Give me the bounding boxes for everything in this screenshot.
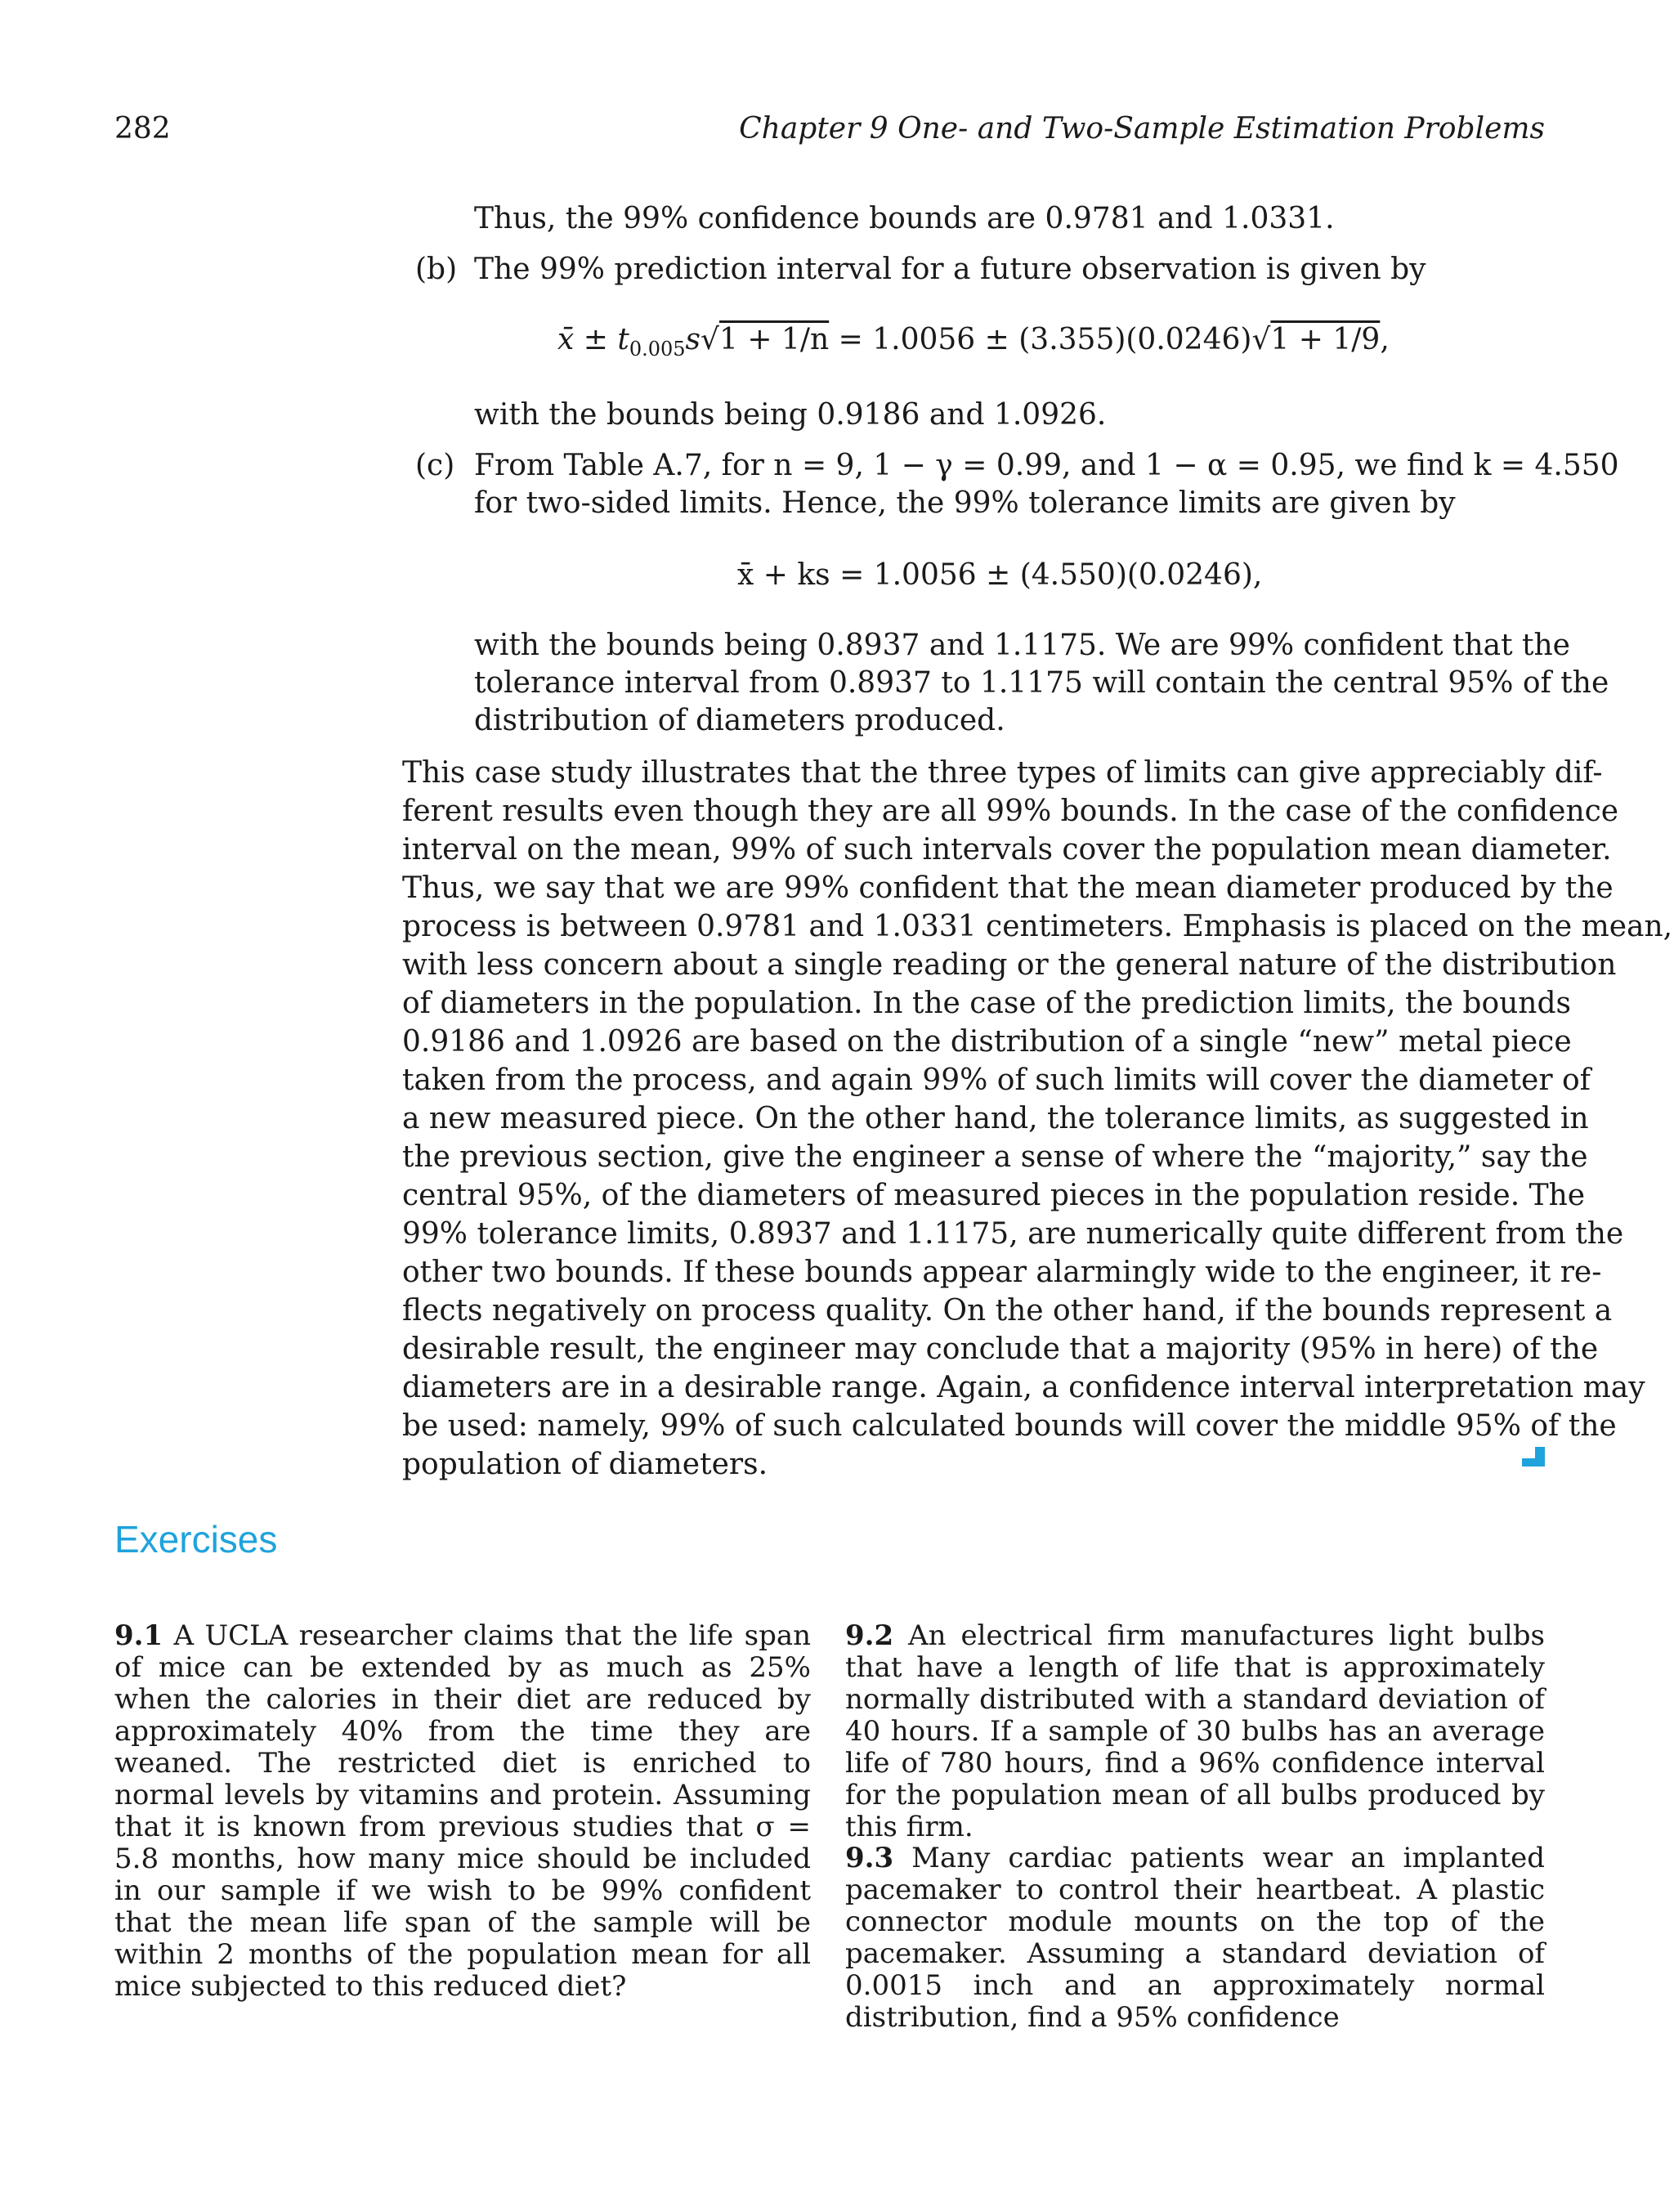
part-b-text: The 99% prediction interval for a future observation is given by	[474, 253, 1426, 286]
paragraph-line: central 95%, of the diameters of measured pieces in the population reside. The	[402, 1179, 1586, 1212]
tolerance-limits-formula: x̄ + ks = 1.0056 ± (4.550)(0.0246),	[737, 558, 1263, 592]
part-c-after-1: with the bounds being 0.8937 and 1.1175. We are 99% confident that the	[474, 629, 1570, 662]
confidence-bounds-conclusion: Thus, the 99% confidence bounds are 0.9781 and 1.0331.	[474, 202, 1335, 235]
part-c-after-2: tolerance interval from 0.8937 to 1.1175 will contain the central 95% of the	[474, 666, 1609, 700]
exercises-heading: Exercises	[114, 1518, 278, 1560]
exercise-9-2	[845, 1620, 1545, 1843]
paragraph-line: process is between 0.9781 and 1.0331 centimeters. Emphasis is placed on the mean,	[402, 910, 1673, 943]
prediction-bounds: with the bounds being 0.9186 and 1.0926.	[474, 398, 1107, 432]
paragraph-line: 0.9186 and 1.0926 are based on the distribution of a single “new” metal piece	[402, 1025, 1572, 1059]
paragraph-line: desirable result, the engineer may conclude that a majority (95% in here) of the	[402, 1332, 1599, 1366]
paragraph-line: flects negatively on process quality. On the other hand, if the bounds represent a	[402, 1294, 1613, 1328]
paragraph-line: ferent results even though they are all 99% bounds. In the case of the confidence	[402, 795, 1619, 828]
exercise-9-1	[114, 1620, 811, 2003]
part-c-line-2: for two-sided limits. Hence, the 99% tolerance limits are given by	[474, 486, 1456, 520]
page-number: 282	[114, 112, 171, 146]
part-b-label: (b)	[415, 253, 458, 286]
exercise-9-3	[845, 1843, 1545, 2034]
paragraph-line: taken from the process, and again 99% of such limits will cover the diameter of	[402, 1063, 1591, 1097]
part-c-after-3: distribution of diameters produced.	[474, 704, 1005, 737]
exercise-text: An electrical firm manufactures light bulbs that have a length of life that is approximately normally distributed with a standard deviation of 40 hours. If a sample of 30 bulbs has an average life of 780 hours, find a 96% confidence interval for the population mean of all bulbs produced by this firm.	[845, 1619, 1546, 1843]
exercise-number: 9.3	[845, 1842, 894, 1874]
exercise-text: A UCLA researcher claims that the life span of mice can be extended by as much as 25% when the calories in their diet are reduced by approximately 40% from the time they are weaned. The restricted diet is enriched to normal levels by vitamins and protein. Assuming that it is known from previous studies that σ = 5.8 months, how many mice should be included in our sample if we wish to be 99% confident that the mean life span of the sample will be within 2 months of the population mean for all mice subjected to this reduced diet?	[114, 1619, 812, 2003]
paragraph-line: diameters are in a desirable range. Again, a confidence interval interpretation may	[402, 1371, 1645, 1404]
running-head: Chapter 9 One- and Two-Sample Estimation Problems	[739, 112, 1545, 146]
paragraph-line: a new measured piece. On the other hand, the tolerance limits, as suggested in	[402, 1102, 1589, 1135]
paragraph-line: interval on the mean, 99% of such intervals cover the population mean diameter.	[402, 833, 1612, 866]
exercise-text: Many cardiac patients wear an implanted pacemaker to control their heartbeat. A plastic connector module mounts on the top of the pacemaker. Assuming a standard deviation of 0.0015 inch and an approximately normal distribution, find a 95% confidence	[845, 1842, 1545, 2034]
paragraph-line: population of diameters.	[402, 1448, 768, 1481]
paragraph-line: with less concern about a single reading or the general nature of the distribution	[402, 948, 1617, 982]
paragraph-line: 99% tolerance limits, 0.8937 and 1.1175, are numerically quite different from the	[402, 1217, 1624, 1251]
exercise-number: 9.2	[845, 1619, 894, 1652]
part-c-line-1: From Table A.7, for n = 9, 1 − γ = 0.99, and 1 − α = 0.95, we find k = 4.550	[474, 449, 1619, 482]
paragraph-line: This case study illustrates that the three types of limits can give appreciably dif-	[402, 756, 1603, 790]
part-c-label: (c)	[415, 449, 455, 482]
paragraph-line: other two bounds. If these bounds appear alarmingly wide to the engineer, it re-	[402, 1256, 1602, 1289]
exercise-number: 9.1	[114, 1619, 163, 1652]
paragraph-line: Thus, we say that we are 99% confident that the mean diameter produced by the	[402, 871, 1614, 905]
paragraph-line: of diameters in the population. In the case of the prediction limits, the bounds	[402, 987, 1572, 1020]
paragraph-line: the previous section, give the engineer a sense of where the “majority,” say the	[402, 1140, 1588, 1174]
end-of-case-study-marker	[1522, 1447, 1545, 1466]
prediction-interval-formula: x̄ ± $t_{0.005}s√1 + 1/n = 1.0056 \pm (3.355)(0.0246)√1 + 1/9$,	[557, 323, 1390, 361]
paragraph-line: be used: namely, 99% of such calculated bounds will cover the middle 95% of the	[402, 1409, 1617, 1443]
